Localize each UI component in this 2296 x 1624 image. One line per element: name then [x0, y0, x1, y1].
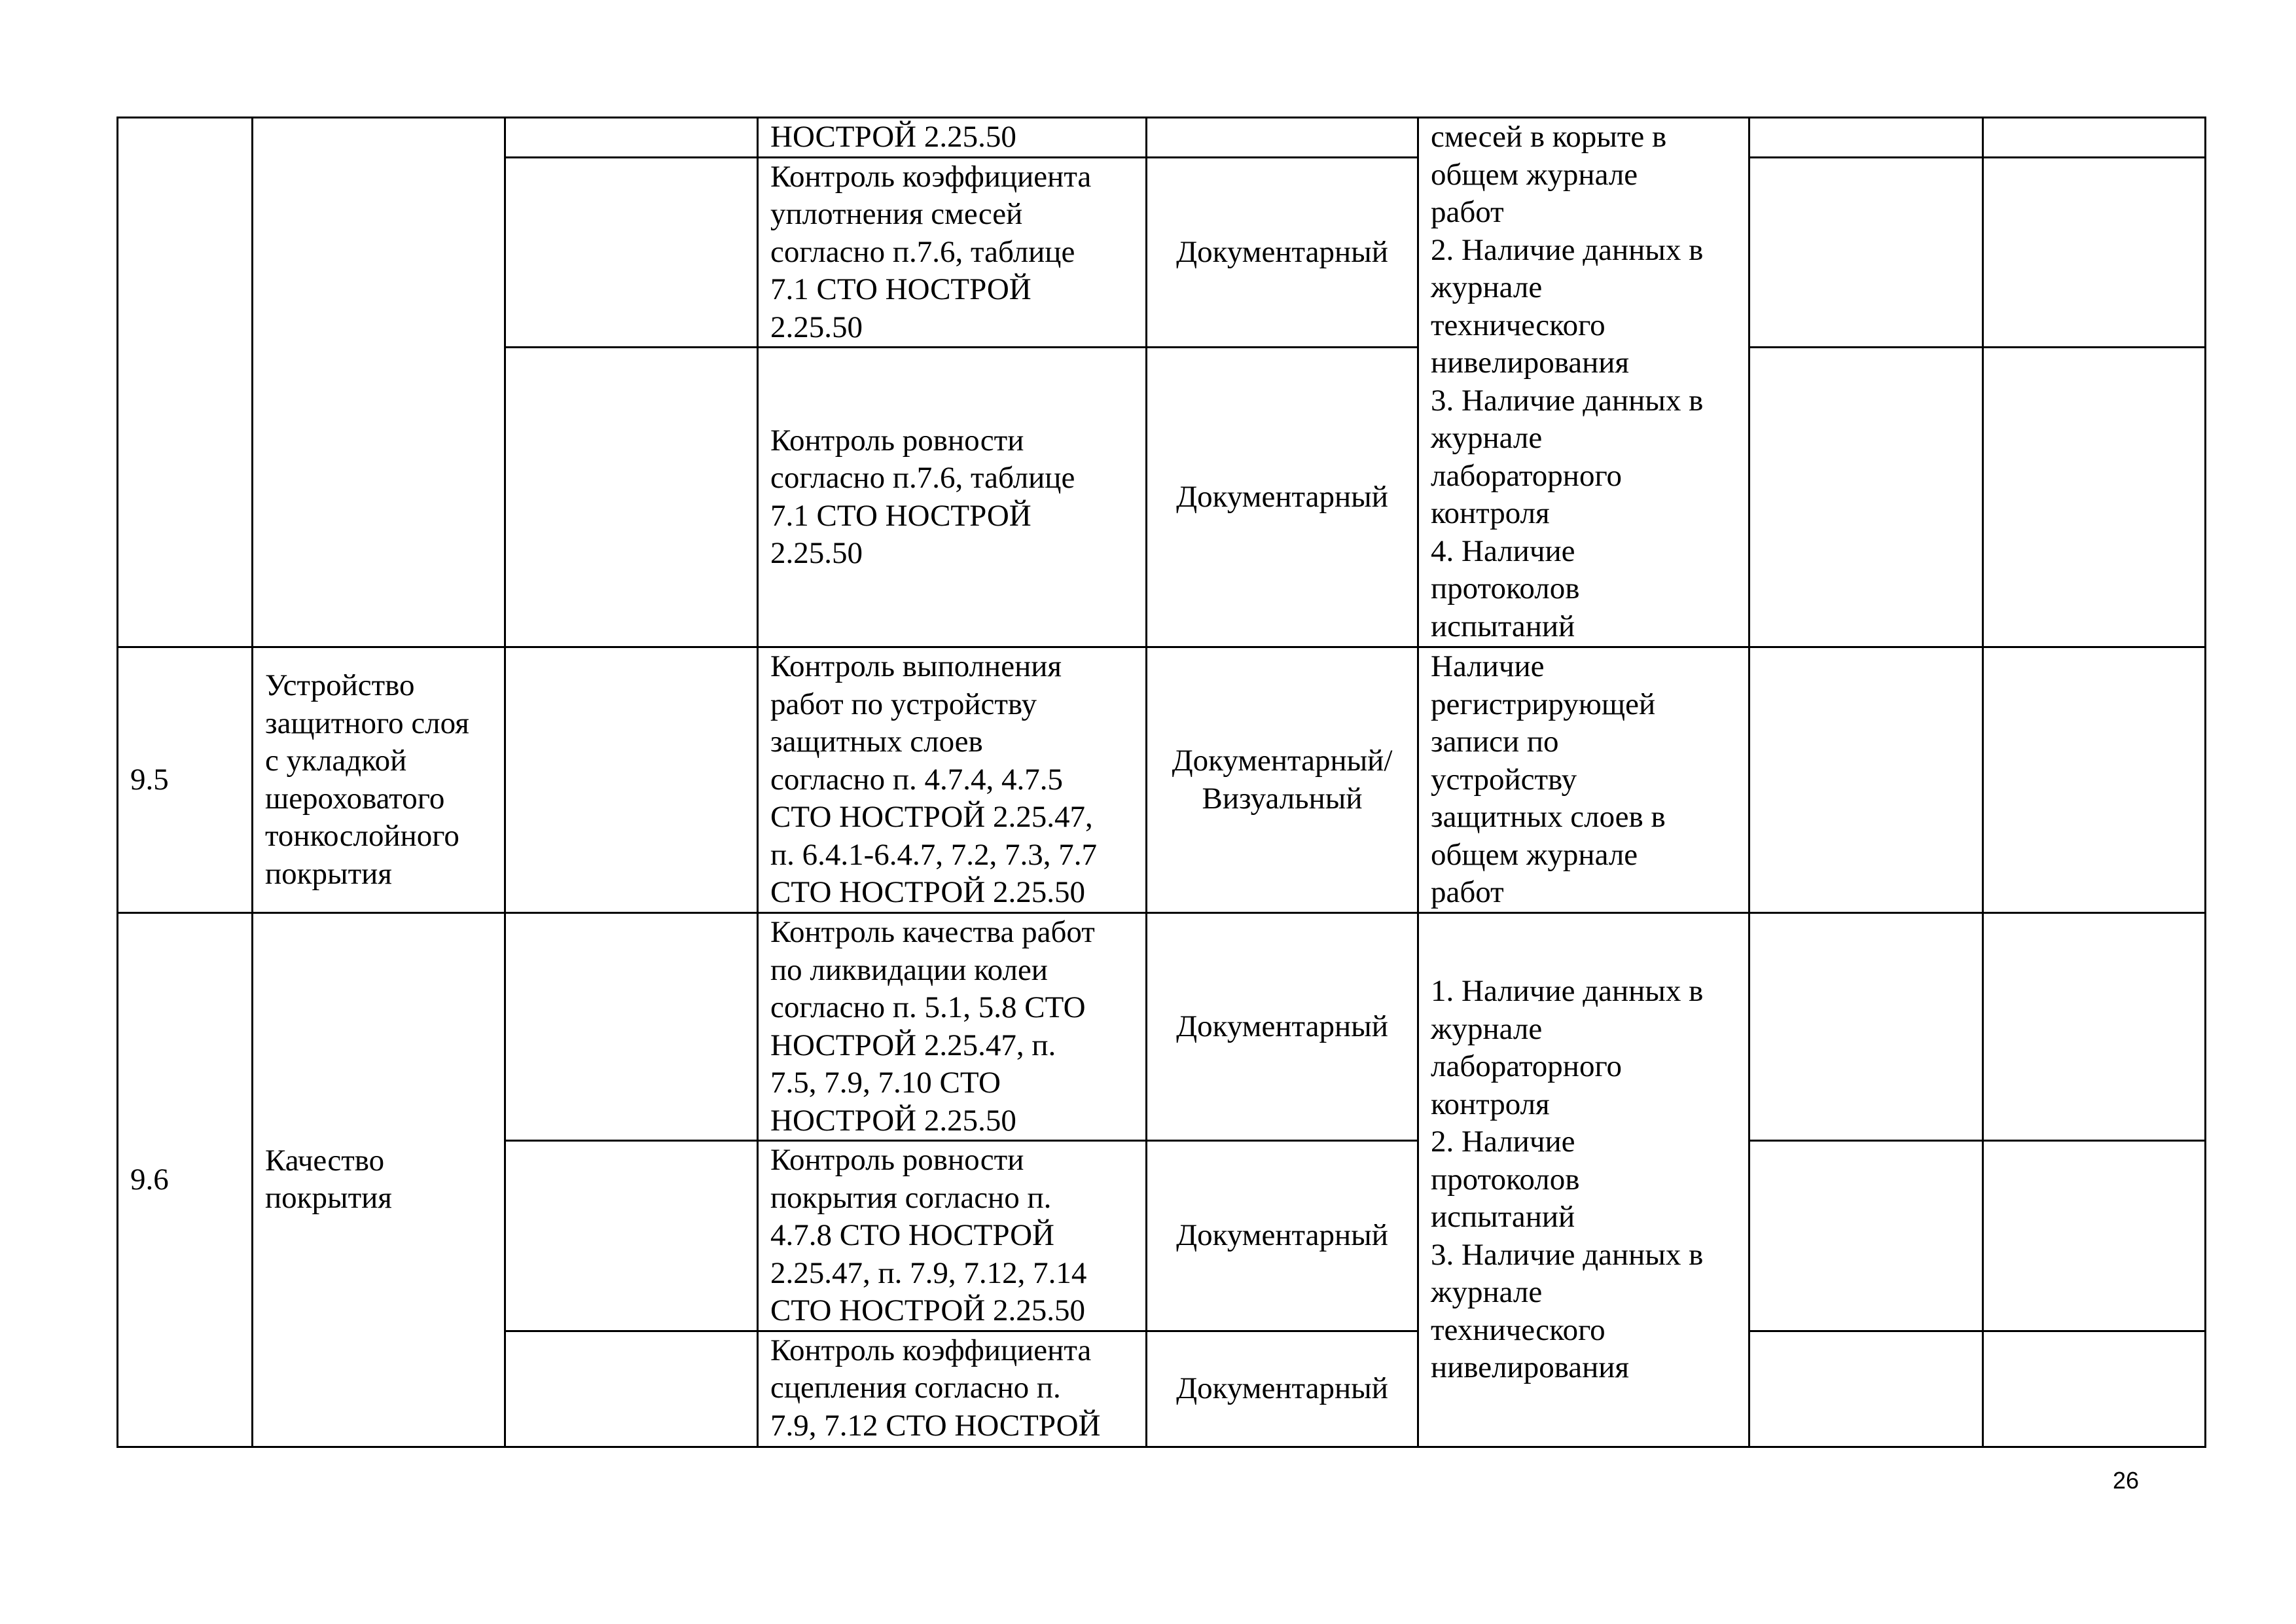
cell-number [118, 118, 253, 647]
cell-number: 9.5 [118, 647, 253, 913]
cell-method: Документарный [1147, 157, 1418, 348]
cell-empty [1983, 118, 2206, 158]
cell-empty [505, 1141, 758, 1331]
cell-work-name: Устройство защитного слоя с укладкой шероховатого тонкослойного покрытия [253, 647, 505, 913]
page-number: 26 [2113, 1467, 2140, 1494]
cell-empty [505, 118, 758, 158]
cell-empty [1983, 647, 2206, 913]
cell-control-description: Контроль коэффициента сцепления согласно п. 7.9, 7.12 СТО НОСТРОЙ [758, 1331, 1147, 1447]
cell-control-description: Контроль выполнения работ по устройству защитных слоев согласно п. 4.7.4, 4.7.5 СТО НОСТРОЙ 2.25.47, п. 6.4.1-6.4.7, 7.2, 7.3, 7.7 СТО НОСТРОЙ 2.25.50 [758, 647, 1147, 913]
cell-empty [505, 1331, 758, 1447]
cell-empty [1749, 1141, 1983, 1331]
cell-work-name [253, 118, 505, 647]
cell-empty [1983, 1141, 2206, 1331]
cell-documents: смесей в корыте в общем журнале работ 2. Наличие данных в журнале технического нивелирования 3. Наличие данных в журнале лабораторного контроля 4. Наличие протоколов испытаний [1418, 118, 1749, 647]
table-row [118, 913, 2206, 1141]
cell-control-description: Контроль качества работ по ликвидации колеи согласно п. 5.1, 5.8 СТО НОСТРОЙ 2.25.47, п. 7.5, 7.9, 7.10 СТО НОСТРОЙ 2.25.50 [758, 913, 1147, 1141]
cell-documents: 1. Наличие данных в журнале лабораторного контроля 2. Наличие протоколов испытаний 3. Наличие данных в журнале технического нивелирования [1418, 913, 1749, 1447]
cell-empty [1983, 348, 2206, 647]
cell-empty [1749, 118, 1983, 158]
cell-method: Документарный [1147, 1331, 1418, 1447]
cell-method: Документарный [1147, 348, 1418, 647]
cell-empty [505, 647, 758, 913]
cell-method: Документарный [1147, 913, 1418, 1141]
cell-empty [1749, 157, 1983, 348]
cell-documents: Наличие регистрирующей записи по устройству защитных слоев в общем журнале работ [1418, 647, 1749, 913]
cell-empty [1749, 1331, 1983, 1447]
cell-method: Документарный [1147, 1141, 1418, 1331]
table-row [118, 118, 2206, 158]
cell-method: Документарный/ Визуальный [1147, 647, 1418, 913]
cell-control-description: Контроль коэффициента уплотнения смесей согласно п.7.6, таблице 7.1 СТО НОСТРОЙ 2.25.50 [758, 157, 1147, 348]
cell-empty [505, 913, 758, 1141]
cell-empty [1749, 913, 1983, 1141]
cell-empty [1983, 157, 2206, 348]
cell-empty [1983, 1331, 2206, 1447]
cell-empty [505, 348, 758, 647]
table-row [118, 647, 2206, 913]
cell-empty [1749, 348, 1983, 647]
cell-control-description: НОСТРОЙ 2.25.50 [758, 118, 1147, 158]
cell-empty [1983, 913, 2206, 1141]
cell-control-description: Контроль ровности покрытия согласно п. 4.7.8 СТО НОСТРОЙ 2.25.47, п. 7.9, 7.12, 7.14 СТО НОСТРОЙ 2.25.50 [758, 1141, 1147, 1331]
control-table [117, 117, 2206, 1448]
cell-control-description: Контроль ровности согласно п.7.6, таблице 7.1 СТО НОСТРОЙ 2.25.50 [758, 348, 1147, 647]
cell-work-name: Качество покрытия [253, 913, 505, 1447]
cell-empty [505, 157, 758, 348]
cell-method [1147, 118, 1418, 158]
cell-empty [1749, 647, 1983, 913]
cell-number: 9.6 [118, 913, 253, 1447]
